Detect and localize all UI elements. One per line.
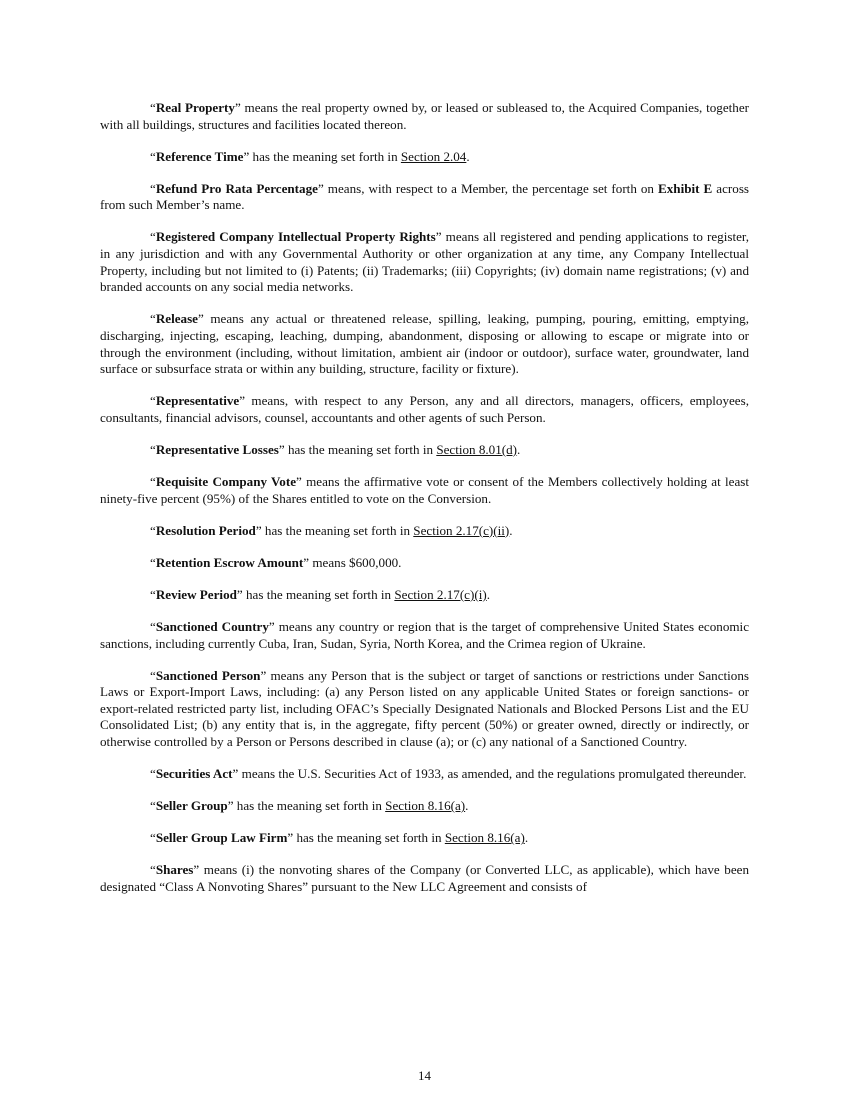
definition-text: has the meaning set forth in <box>261 522 414 538</box>
definition-text: means, with respect to a Member, the percentage set forth on <box>323 180 659 196</box>
definition-text: has the meaning set forth in <box>293 830 445 846</box>
close-quote: ” <box>255 522 262 538</box>
defined-term: Seller Group Law Firm <box>155 830 288 846</box>
open-quote: “ <box>150 522 156 538</box>
trailing-punctuation: . <box>466 148 470 164</box>
defined-term: Retention Escrow Amount <box>155 554 304 570</box>
section-reference-link[interactable]: Section 2.17(c)(ii) <box>413 522 510 538</box>
definition-text: has the meaning set forth in <box>249 148 401 164</box>
definition-representative <box>100 393 749 426</box>
trailing-punctuation: . <box>517 441 521 457</box>
definitions-list <box>100 100 749 911</box>
definition-text-continued: across from such Member’s name. <box>100 180 750 213</box>
close-quote: ” <box>232 766 239 782</box>
close-quote: ” <box>268 618 275 634</box>
definition-text: means all registered and pending applications to register, in any jurisdiction and with any Governmental Authority or other organization at any time, any Company Intellectual Property, including but not limited to (i) Patents; (ii) Trademarks; (iii) Copyrights; (iv) domain name registrations; (v) and branded accounts on any social media networks. <box>100 229 749 295</box>
close-quote: ” <box>227 798 234 814</box>
definition-text: means any Person that is the subject or target of sanctions or restrictions under Sanctions Laws or Export-Import Laws, including: (a) any Person listed on any applicable United States or foreign sanctions- or export-related restricted party list, including OFAC’s Specially Designated Nationals and Blocked Persons List and the EU Consolidated List; (b) any entity that is, in the aggregate, fifty percent (50%) or greater owned, directly or indirectly, or otherwise controlled by a Person or Persons described in clause (a); or (c) any national of a Sanctioned Country. <box>100 667 749 750</box>
defined-term: Resolution Period <box>155 522 256 538</box>
definition-text: means, with respect to any Person, any and all directors, managers, officers, employees, consultants, financial advisors, counsel, accountants and other agents of such Person. <box>100 393 749 425</box>
definition-text: means any actual or threatened release, spilling, leaking, pumping, pouring, emitting, emptying, discharging, injecting, escaping, leaching, dumping, abandonment, disposing or allowing to escape or migrate into or through the environment (including, without limitation, ambient air (indoor or outdoor), surface water, groundwater, land surface or subsurface strata or within any building, structure, facility or fixture). <box>100 311 749 377</box>
close-quote: ” <box>317 180 324 196</box>
open-quote: “ <box>150 586 156 602</box>
trailing-punctuation: . <box>509 522 513 538</box>
close-quote: ” <box>234 100 241 115</box>
definition-representative-losses <box>100 442 749 459</box>
definition-text: means any country or region that is the target of comprehensive United States economic sanctions, including currently Cuba, Iran, Sudan, Syria, North Korea, and the Crimea region of Ukraine. <box>100 618 749 651</box>
definition-securities-act <box>100 766 749 783</box>
definition-real-property <box>100 100 749 133</box>
defined-term: Review Period <box>155 586 237 602</box>
section-reference-link[interactable]: Section 8.01(d) <box>436 441 518 457</box>
definition-text: has the meaning set forth in <box>284 441 437 457</box>
page-number: 14 <box>418 1068 431 1083</box>
definition-sanctioned-country <box>100 619 749 652</box>
definition-text: means $600,000. <box>309 554 402 570</box>
defined-term: Seller Group <box>155 798 228 814</box>
definition-text: means the U.S. Securities Act of 1933, as amended, and the regulations promulgated thereunder. <box>238 766 747 782</box>
open-quote: “ <box>150 862 156 878</box>
open-quote: “ <box>150 798 156 814</box>
definition-review-period <box>100 587 749 604</box>
defined-term: Securities Act <box>155 766 233 782</box>
close-quote: ” <box>278 441 285 457</box>
close-quote: ” <box>243 148 250 164</box>
open-quote: “ <box>150 229 156 245</box>
defined-term: Sanctioned Country <box>155 618 269 634</box>
defined-term: Reference Time <box>155 148 244 164</box>
section-reference-link[interactable]: Section 8.16(a) <box>385 798 466 814</box>
definition-text: has the meaning set forth in <box>242 586 395 602</box>
definition-seller-group <box>100 798 749 815</box>
defined-term: Sanctioned Person <box>155 667 261 683</box>
close-quote: ” <box>239 393 246 409</box>
close-quote: ” <box>435 229 442 245</box>
definition-text: means (i) the nonvoting shares of the Company (or Converted LLC, as applicable), which have been designated “Class A Nonvoting Shares” pursuant to the New LLC Agreement and consists of <box>100 862 749 894</box>
defined-term: Registered Company Intellectual Property Rights <box>155 229 436 245</box>
close-quote: ” <box>193 862 200 878</box>
section-reference-link[interactable]: Section 2.04 <box>400 148 467 164</box>
trailing-punctuation: . <box>486 586 490 602</box>
close-quote: ” <box>236 586 243 602</box>
exhibit-reference: Exhibit E <box>658 180 713 196</box>
defined-term: Representative Losses <box>155 441 279 457</box>
definition-sanctioned-person <box>100 668 749 751</box>
trailing-punctuation: . <box>524 830 529 846</box>
close-quote: ” <box>287 830 294 846</box>
close-quote: ” <box>296 474 302 489</box>
definition-text: means the real property owned by, or leased or subleased to, the Acquired Companies, together with all buildings, structures and facilities located thereon. <box>100 100 749 132</box>
definition-refund-pro-rata-percentage <box>100 181 749 214</box>
open-quote: “ <box>150 618 156 634</box>
definition-seller-group-law-firm <box>100 830 749 847</box>
open-quote: “ <box>150 474 156 489</box>
close-quote: ” <box>260 667 267 683</box>
section-reference-link[interactable]: Section 2.17(c)(i) <box>394 586 487 602</box>
defined-term: Real Property <box>155 100 235 115</box>
definition-text: has the meaning set forth in <box>233 798 386 814</box>
definition-resolution-period <box>100 523 749 540</box>
open-quote: “ <box>150 100 156 115</box>
definition-shares <box>100 862 749 895</box>
open-quote: “ <box>150 393 156 409</box>
open-quote: “ <box>150 554 156 570</box>
open-quote: “ <box>150 667 156 683</box>
defined-term: Refund Pro Rata Percentage <box>155 180 318 196</box>
defined-term: Shares <box>155 862 194 878</box>
open-quote: “ <box>150 148 156 164</box>
trailing-punctuation: . <box>465 798 469 814</box>
open-quote: “ <box>150 180 156 196</box>
open-quote: “ <box>150 766 156 782</box>
open-quote: “ <box>150 311 156 327</box>
defined-term: Release <box>155 311 198 327</box>
definition-text: means the affirmative vote or consent of the Members collectively holding at least ninety-five percent (95%) of the Shares entitled to vote on the Conversion. <box>100 474 749 506</box>
defined-term: Representative <box>155 393 240 409</box>
open-quote: “ <box>150 830 156 846</box>
defined-term: Requisite Company Vote <box>155 474 297 489</box>
close-quote: ” <box>197 311 204 327</box>
section-reference-link[interactable]: Section 8.16(a) <box>444 830 525 846</box>
definition-reference-time <box>100 149 749 166</box>
definition-requisite-company-vote <box>100 474 749 507</box>
open-quote: “ <box>150 441 156 457</box>
definition-release <box>100 311 749 377</box>
close-quote: ” <box>303 554 310 570</box>
definition-registered-company-ip-rights <box>100 229 749 295</box>
definition-retention-escrow-amount <box>100 555 749 572</box>
